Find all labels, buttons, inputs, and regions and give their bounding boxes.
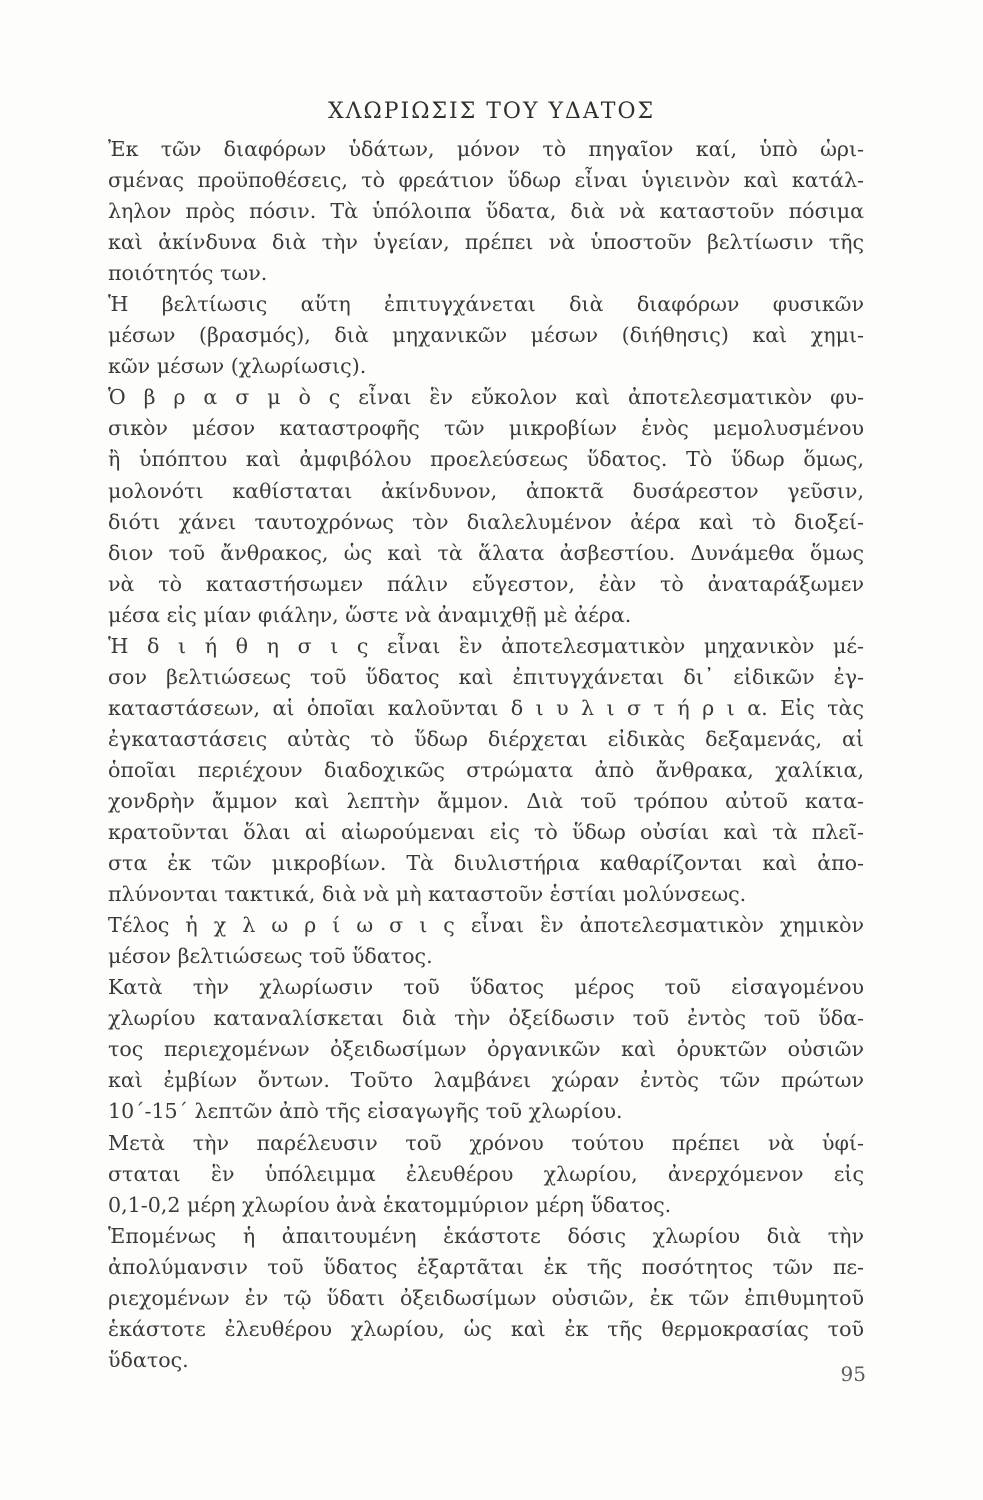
text-line: στα ἐκ τῶν μικροβίων. Τὰ διυλιστήρια καθαρίζονται καὶ ἀπο- [108, 851, 864, 876]
text-line: διότι χάνει ταυτοχρόνως τὸν διαλελυμένον ἀέρα καὶ τὸ διοξεί- [108, 509, 864, 534]
text-line: καὶ ἀκίνδυνα διὰ τὴν ὑγείαν, πρέπει νὰ ὑποστοῦν βελτίωσιν τῆς [108, 230, 864, 255]
text-line: μέσα εἰς μίαν φιάλην, ὥστε νὰ ἀναμιχθῇ μὲ ἀέρα. [108, 602, 632, 627]
text-line: σταται ἓν ὑπόλειμμα ἐλευθέρου χλωρίου, ἀνερχόμενον εἰς [108, 1161, 864, 1186]
text-line: Ἐκ τῶν διαφόρων ὑδάτων, μόνον τὸ πηγαῖον καί, ὑπὸ ὡρι- [108, 137, 864, 161]
page-number: 95 [840, 1362, 866, 1386]
text-line: χονδρὴν ἄμμον καὶ λεπτὴν ἄμμον. Διὰ τοῦ τρόπου αὐτοῦ κατα- [108, 788, 864, 813]
text-line: Τέλος ἡ χ λ ω ρ ί ω σ ι ς εἶναι ἓν ἀποτελεσματικὸν χημικὸν [108, 913, 864, 938]
text-line: ληλον πρὸς πόσιν. Τὰ ὑπόλοιπα ὕδατα, διὰ νὰ καταστοῦν πόσιμα [108, 199, 864, 224]
text-line: Κατὰ τὴν χλωρίωσιν τοῦ ὕδατος μέρος τοῦ εἰσαγομένου [108, 975, 864, 1000]
text-line: τος περιεχομένων ὀξειδωσίμων ὀργανικῶν καὶ ὀρυκτῶν οὐσιῶν [108, 1037, 864, 1062]
text-line: καὶ ἐμβίων ὄντων. Τοῦτο λαμβάνει χώραν ἐντὸς τῶν πρώτων [108, 1068, 864, 1093]
text-line: ἑκάστοτε ἐλευθέρου χλωρίου, ὡς καὶ ἐκ τῆς θερμοκρασίας τοῦ [108, 1316, 864, 1341]
text-line: 10΄-15΄ λεπτῶν ἀπὸ τῆς εἰσαγωγῆς τοῦ χλωρίου. [108, 1099, 623, 1124]
text-line: Ἑπομένως ἡ ἀπαιτουμένη ἑκάστοτε δόσις χλωρίου διὰ τὴν [108, 1223, 864, 1248]
text-line: πλύνονται τακτικά, διὰ νὰ μὴ καταστοῦν ἑστίαι μολύνσεως. [108, 882, 747, 907]
text-line: μολονότι καθίσταται ἀκίνδυνον, ἀποκτᾶ δυσάρεστον γεῦσιν, [108, 478, 864, 503]
text-line: ἐγκαταστάσεις αὐτὰς τὸ ὕδωρ διέρχεται εἰδικὰς δεξαμενάς, αἱ [108, 726, 864, 751]
text-line: σικὸν μέσον καταστροφῆς τῶν μικροβίων ἑνὸς μεμολυσμένου [108, 416, 864, 441]
text-line: ριεχομένων ἐν τῷ ὕδατι ὀξειδωσίμων οὐσιῶν, ἐκ τῶν ἐπιθυμητοῦ [108, 1285, 864, 1310]
text-line: κῶν μέσων (χλωρίωσις). [108, 354, 367, 379]
text-line: σον βελτιώσεως τοῦ ὕδατος καὶ ἐπιτυγχάνεται δι᾽ εἰδικῶν ἐγ- [108, 664, 864, 689]
text-line: ὕδατος. [108, 1347, 189, 1372]
page-title: ΧΛΩΡΙΩΣΙΣ ΤΟΥ ΥΔΑΤΟΣ [327, 99, 656, 124]
text-line: Μετὰ τὴν παρέλευσιν τοῦ χρόνου τούτου πρέπει νὰ ὑφί- [108, 1130, 864, 1155]
text-line: σμένας προϋποθέσεις, τὸ φρεάτιον ὕδωρ εἶναι ὑγιεινὸν καὶ κατάλ- [108, 168, 864, 193]
text-line: ἀπολύμανσιν τοῦ ὕδατος ἐξαρτᾶται ἐκ τῆς ποσότητος τῶν πε- [108, 1254, 864, 1279]
text-line: ὁποῖαι περιέχουν διαδοχικῶς στρώματα ἀπὸ ἄνθρακα, χαλίκια, [108, 757, 864, 782]
text-line: μέσων (βρασμός), διὰ μηχανικῶν μέσων (διήθησις) καὶ χημι- [108, 323, 864, 348]
text-line: ἢ ὑπόπτου καὶ ἀμφιβόλου προελεύσεως ὕδατος. Τὸ ὕδωρ ὅμως, [108, 447, 864, 472]
text-line: χλωρίου καταναλίσκεται διὰ τὴν ὀξείδωσιν τοῦ ἐντὸς τοῦ ὕδα- [108, 1006, 864, 1031]
text-line: νὰ τὸ καταστήσωμεν πάλιν εὔγεστον, ἐὰν τὸ ἀναταράξωμεν [108, 571, 864, 596]
text-line: Ἡ δ ι ή θ η σ ι ς εἶναι ἓν ἀποτελεσματικὸν μηχανικὸν μέ- [108, 633, 864, 658]
text-line: Ὁ β ρ α σ μ ὸ ς εἶναι ἓν εὔκολον καὶ ἀποτελεσματικὸν φυ- [108, 385, 864, 410]
text-line: μέσον βελτιώσεως τοῦ ὕδατος. [108, 944, 433, 969]
text-line: 0,1-0,2 μέρη χλωρίου ἀνὰ ἑκατομμύριον μέρη ὕδατος. [108, 1192, 672, 1217]
text-line: ποιότητός των. [108, 261, 268, 286]
text-line: καταστάσεων, αἱ ὁποῖαι καλοῦνται δ ι υ λ ι σ τ ή ρ ι α. Εἰς τὰς [108, 695, 864, 720]
text-line: διον τοῦ ἄνθρακος, ὡς καὶ τὰ ἅλατα ἀσβεστίου. Δυνάμεθα ὅμως [108, 540, 864, 565]
text-line: Ἡ βελτίωσις αὕτη ἐπιτυγχάνεται διὰ διαφόρων φυσικῶν [108, 292, 864, 317]
body-text [108, 134, 864, 1376]
text-line: κρατοῦνται ὅλαι αἱ αἰωρούμεναι εἰς τὸ ὕδωρ οὐσίαι καὶ τὰ πλεῖ- [108, 820, 864, 845]
